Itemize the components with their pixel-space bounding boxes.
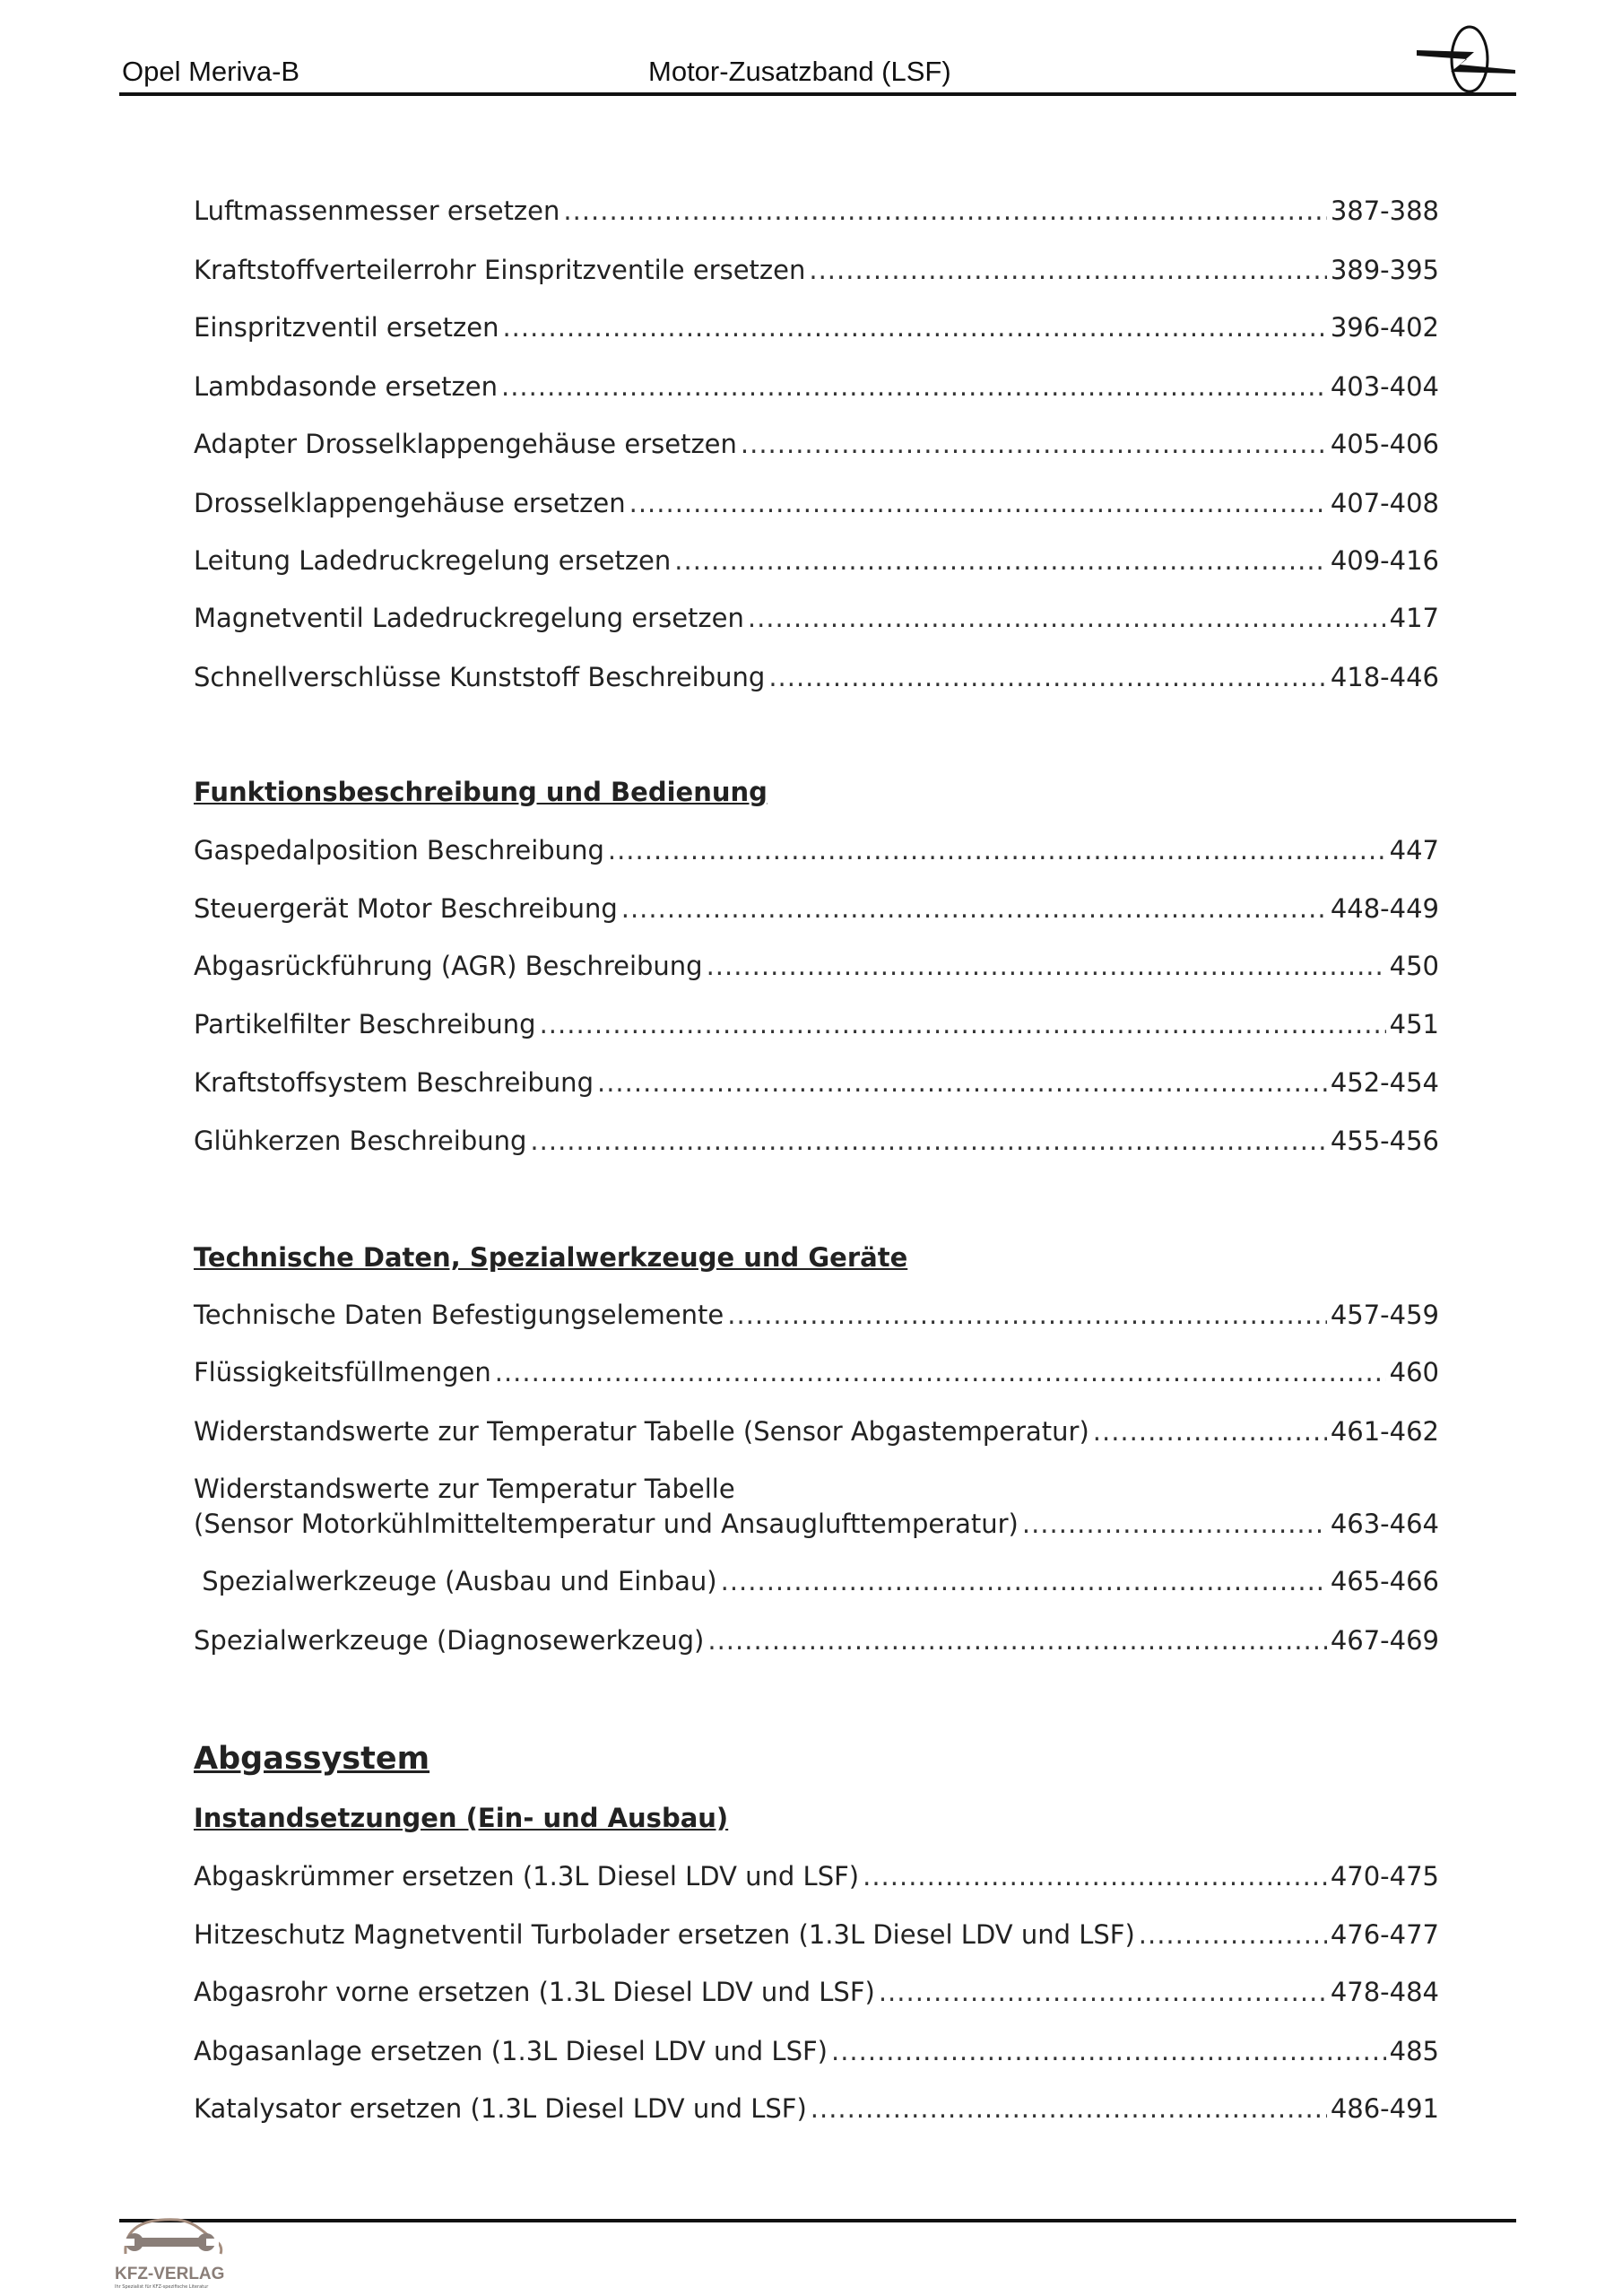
page-number: 457-459 (1330, 1300, 1439, 1330)
entry-title: Abgasanlage ersetzen (1.3L Diesel LDV und LSF) (194, 2036, 828, 2066)
entry-title: Abgasrohr vorne ersetzen (1.3L Diesel LDV und LSF) (194, 1977, 875, 2007)
toc-entry[interactable] (194, 428, 1439, 460)
toc-entry[interactable] (194, 2035, 1439, 2067)
entry-title: Leitung Ladedruckregelung ersetzen (194, 545, 672, 576)
dot-leader (502, 311, 1326, 344)
page-number: 463-464 (1330, 1509, 1439, 1539)
toc-entry[interactable] (194, 195, 1439, 227)
toc-entry[interactable] (194, 487, 1439, 519)
entry-title: Lambdasonde ersetzen (194, 371, 498, 402)
page-number: 450 (1389, 951, 1439, 981)
entry-title: Glühkerzen Beschreibung (194, 1126, 527, 1156)
toc-entry[interactable] (194, 1508, 1439, 1540)
page-number: 476-477 (1330, 1919, 1439, 1950)
page-number: 470-475 (1330, 1861, 1439, 1892)
page-number: 417 (1389, 603, 1439, 633)
toc-entry[interactable] (194, 1415, 1439, 1448)
page-number: 403-404 (1330, 371, 1439, 402)
toc-entry[interactable] (194, 1299, 1439, 1331)
toc-entry[interactable] (194, 1918, 1439, 1951)
page-number: 467-469 (1330, 1625, 1439, 1656)
page-number: 418-446 (1330, 662, 1439, 692)
entry-title: Luftmassenmesser ersetzen (194, 196, 560, 226)
entry-title: Technische Daten Befestigungselemente (194, 1300, 724, 1330)
toc-entry[interactable] (194, 254, 1439, 286)
dot-leader (879, 1976, 1327, 2008)
toc-entry[interactable] (194, 544, 1439, 577)
dot-leader (748, 602, 1386, 634)
dot-leader (1139, 1918, 1327, 1951)
toc-entry[interactable] (194, 1976, 1439, 2008)
section-heading: Instandsetzungen (Ein- und Ausbau) (194, 1803, 729, 1833)
toc-entry[interactable] (194, 661, 1439, 693)
toc-entry[interactable] (194, 1565, 1439, 1597)
toc-entry[interactable] (194, 1860, 1439, 1892)
dot-leader (707, 950, 1386, 982)
page-number: 405-406 (1330, 429, 1439, 459)
kfz-verlag-logo (115, 2211, 231, 2292)
dot-leader (629, 487, 1327, 519)
dot-leader (727, 1299, 1327, 1331)
dot-leader (741, 428, 1327, 460)
toc-entry[interactable] (194, 834, 1439, 866)
page-number: 409-416 (1330, 545, 1439, 576)
entry-title: Gaspedalposition Beschreibung (194, 835, 604, 865)
entry-title: Flüssigkeitsfüllmengen (194, 1357, 491, 1387)
logo-text: KFZ-VERLAG (115, 2265, 225, 2283)
entry-title: Kraftstoffsystem Beschreibung (194, 1067, 594, 1098)
page-number: 465-466 (1330, 1566, 1439, 1596)
page-number: 396-402 (1330, 312, 1439, 343)
entry-title: Kraftstoffverteilerrohr Einspritzventile ersetzen (194, 255, 806, 285)
entry-title: Einspritzventil ersetzen (194, 312, 499, 343)
page-number: 448-449 (1330, 893, 1439, 924)
toc-entry[interactable] (194, 370, 1439, 403)
chapter-heading: Abgassystem (194, 1741, 430, 1777)
page-number: 387-388 (1330, 196, 1439, 226)
entry-title: (Sensor Motorkühlmitteltemperatur und Ansauglufttemperatur) (194, 1509, 1019, 1539)
toc-entry[interactable] (194, 2092, 1439, 2125)
dot-leader (707, 1624, 1326, 1657)
dot-leader (1093, 1415, 1327, 1448)
dot-leader (530, 1125, 1326, 1157)
toc-entry[interactable] (194, 1066, 1439, 1099)
entry-title: Spezialwerkzeuge (Ausbau und Einbau) (194, 1566, 717, 1596)
entry-title: Magnetventil Ladedruckregelung ersetzen (194, 603, 744, 633)
dot-leader (608, 834, 1386, 866)
toc-entry-line: Widerstandswerte zur Temperatur Tabelle (194, 1474, 735, 1504)
page-number: 478-484 (1330, 1977, 1439, 2007)
entry-title: Abgasrückführung (AGR) Beschreibung (194, 951, 703, 981)
dot-leader (1022, 1508, 1327, 1540)
dot-leader (863, 1860, 1327, 1892)
page-number: 455-456 (1330, 1126, 1439, 1156)
dot-leader (597, 1066, 1327, 1099)
dot-leader (495, 1356, 1386, 1388)
header-title: Motor-Zusatzband (LSF) (648, 56, 951, 87)
footer-rule (119, 2219, 1516, 2222)
page-number: 486-491 (1330, 2093, 1439, 2124)
dot-leader (563, 195, 1326, 227)
dot-leader (809, 254, 1326, 286)
entry-title: Katalysator ersetzen (1.3L Diesel LDV und LSF) (194, 2093, 807, 2124)
section-heading: Funktionsbeschreibung und Bedienung (194, 777, 768, 807)
page-number: 389-395 (1330, 255, 1439, 285)
page-number: 452-454 (1330, 1067, 1439, 1098)
dot-leader (621, 892, 1327, 925)
entry-title: Spezialwerkzeuge (Diagnosewerkzeug) (194, 1625, 705, 1656)
entry-title: Widerstandswerte zur Temperatur Tabelle (Sensor Abgastemperatur) (194, 1416, 1089, 1447)
toc-entry[interactable] (194, 311, 1439, 344)
entry-title: Adapter Drosselklappengehäuse ersetzen (194, 429, 737, 459)
entry-title: Steuergerät Motor Beschreibung (194, 893, 618, 924)
dot-leader (811, 2092, 1327, 2125)
page-number: 451 (1389, 1009, 1439, 1039)
header-rule (119, 92, 1516, 96)
toc-entry[interactable] (194, 1125, 1439, 1157)
dot-leader (540, 1008, 1386, 1040)
page-number: 485 (1389, 2036, 1439, 2066)
section-heading: Technische Daten, Spezialwerkzeuge und Geräte (194, 1242, 908, 1273)
dot-leader (674, 544, 1327, 577)
toc-entry[interactable] (194, 1008, 1439, 1040)
toc-entry[interactable] (194, 892, 1439, 925)
dot-leader (831, 2035, 1386, 2067)
toc-entry[interactable] (194, 1624, 1439, 1657)
opel-logo-icon (1415, 25, 1518, 93)
logo-tagline: Ihr Spezialist für KFZ-spezifische Literatur (115, 2284, 209, 2290)
toc-entry[interactable] (194, 1356, 1439, 1388)
entry-title: Abgaskrümmer ersetzen (1.3L Diesel LDV und LSF) (194, 1861, 860, 1892)
page-number: 460 (1389, 1357, 1439, 1387)
dot-leader (768, 661, 1327, 693)
dot-leader (721, 1565, 1327, 1597)
toc-entry[interactable] (194, 602, 1439, 634)
entry-title: Schnellverschlüsse Kunststoff Beschreibung (194, 662, 766, 692)
page-number: 461-462 (1330, 1416, 1439, 1447)
page-number: 407-408 (1330, 488, 1439, 518)
entry-title: Partikelfilter Beschreibung (194, 1009, 536, 1039)
page-number: 447 (1389, 835, 1439, 865)
entry-title: Drosselklappengehäuse ersetzen (194, 488, 626, 518)
toc-entry[interactable] (194, 950, 1439, 982)
entry-title: Hitzeschutz Magnetventil Turbolader ersetzen (1.3L Diesel LDV und LSF) (194, 1919, 1135, 1950)
header-model: Opel Meriva-B (122, 56, 300, 87)
dot-leader (501, 370, 1327, 403)
